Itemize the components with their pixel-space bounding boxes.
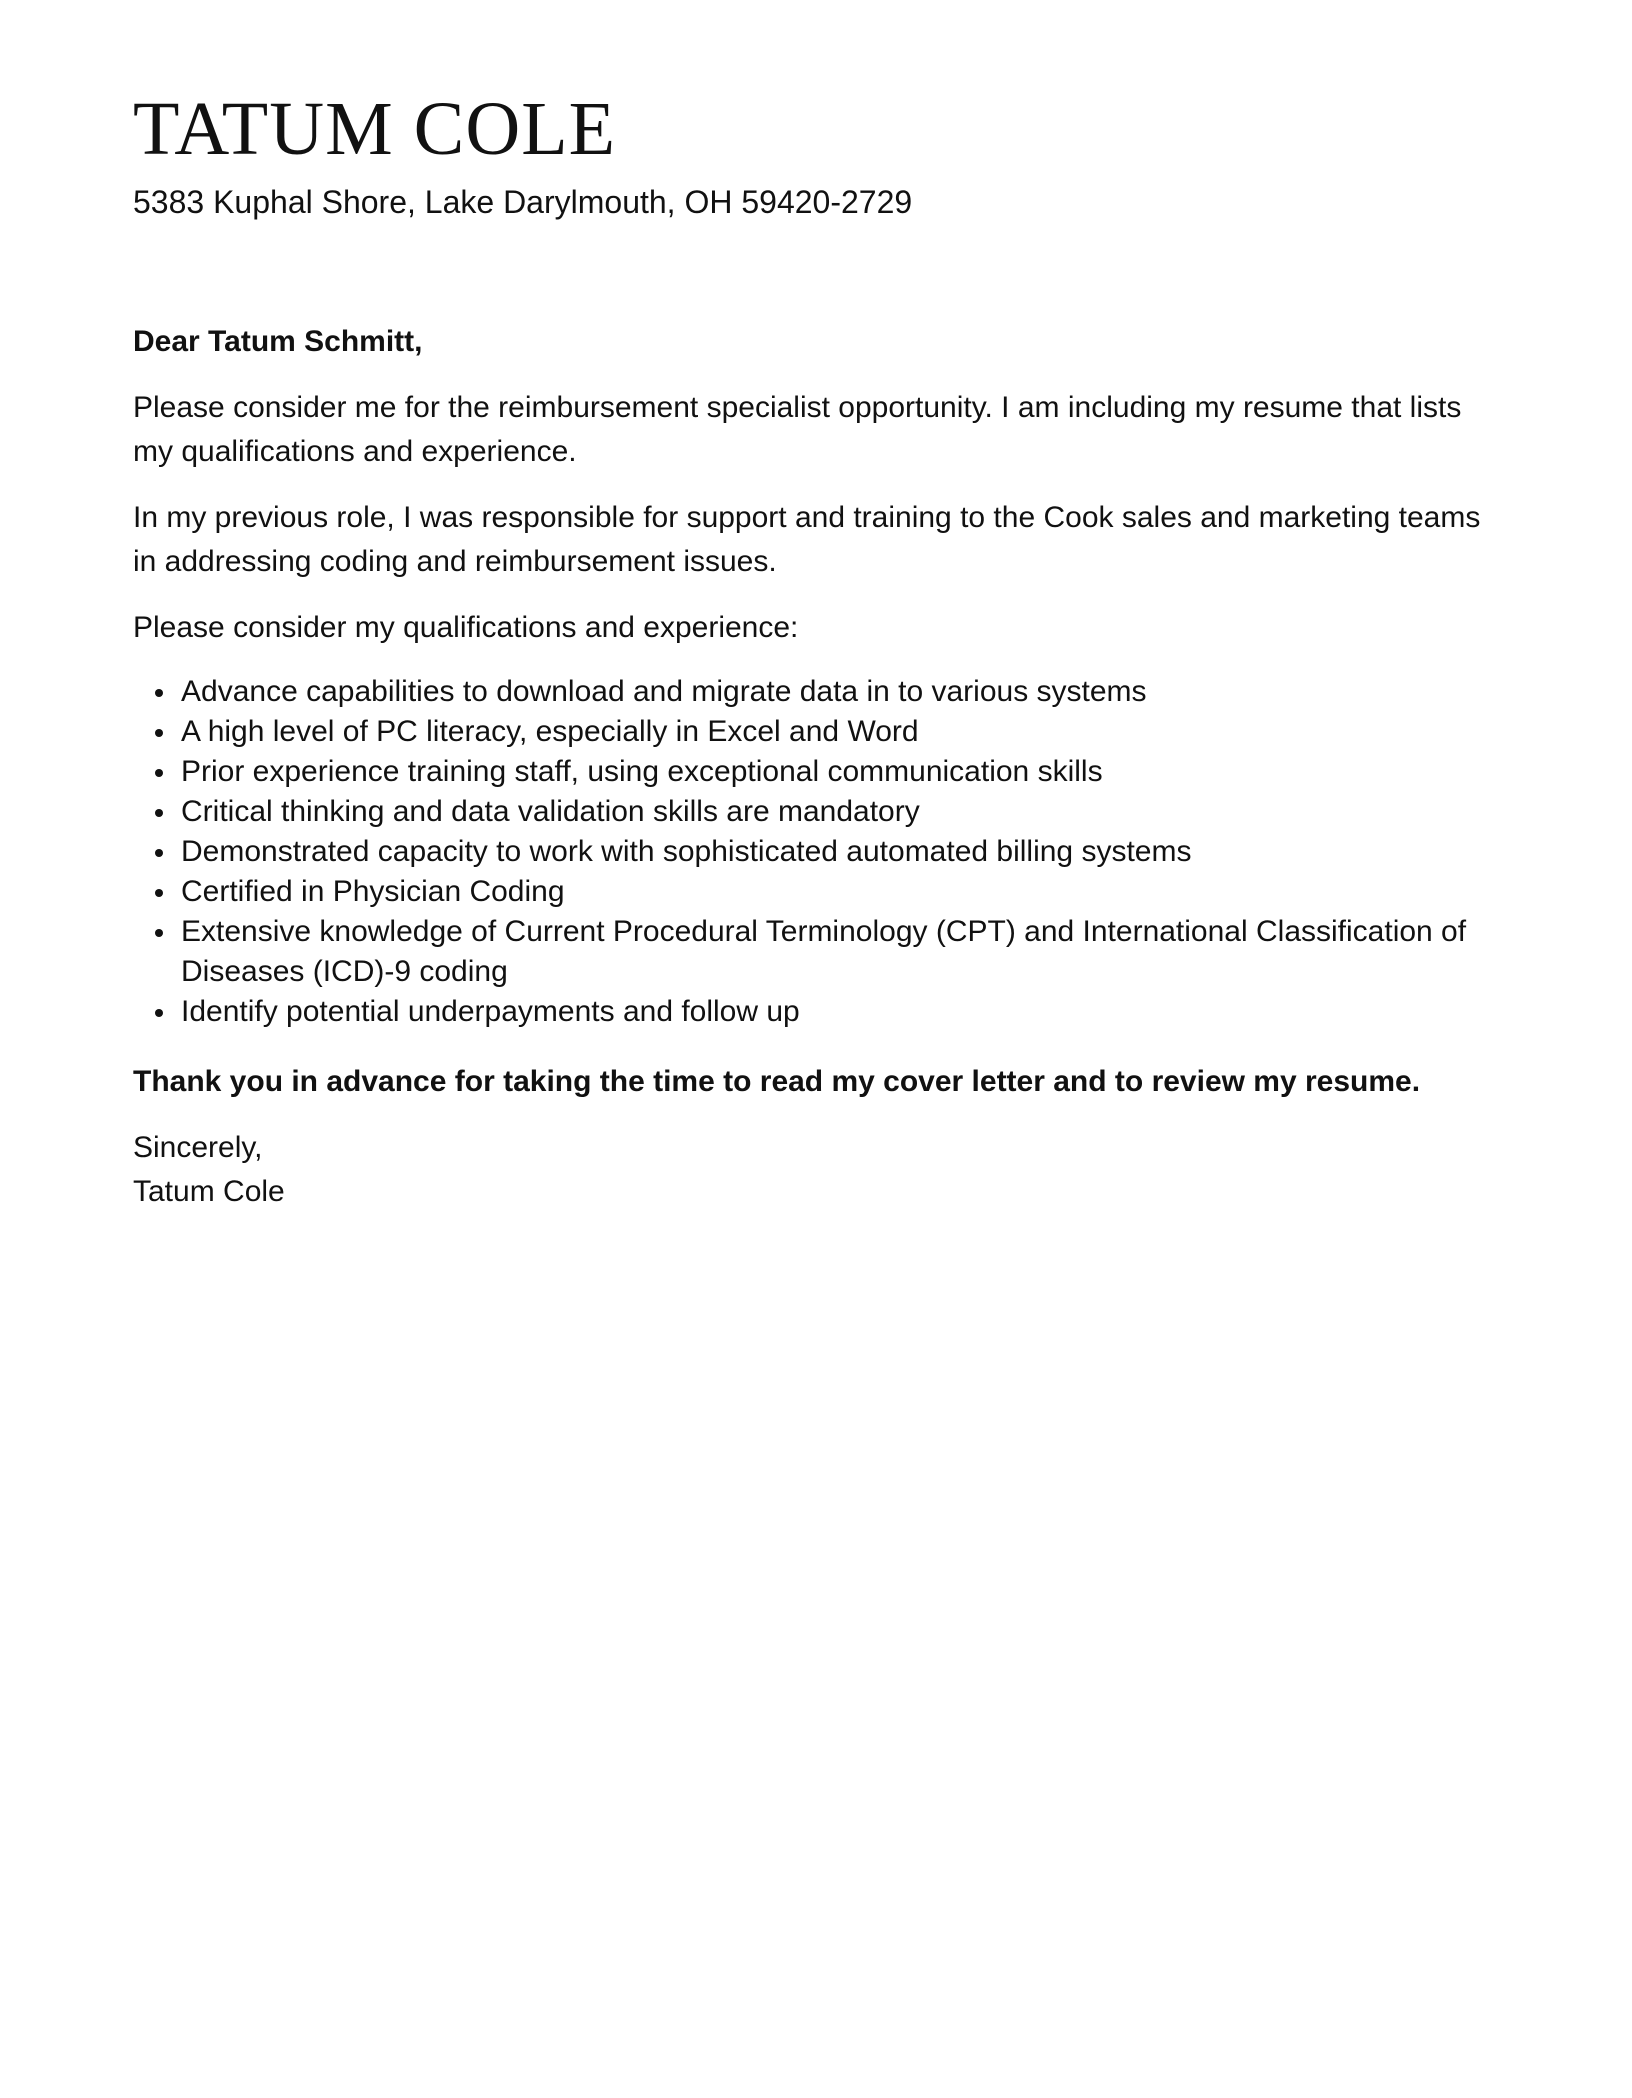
qualifications-list [133,672,1499,1032]
list-item: Identify potential underpayments and follow up [181,992,1499,1032]
list-item: Certified in Physician Coding [181,872,1499,912]
list-item: Critical thinking and data validation skills are mandatory [181,792,1499,832]
list-item: Extensive knowledge of Current Procedural Terminology (CPT) and International Classification of Diseases (ICD)-9 coding [181,912,1499,992]
applicant-name: TATUM COLE [133,87,617,171]
list-item: Advance capabilities to download and migrate data in to various systems [181,672,1499,712]
list-item: Prior experience training staff, using exceptional communication skills [181,752,1499,792]
salutation: Dear Tatum Schmitt, [133,325,423,358]
letter-body [133,320,1499,1214]
signature: Tatum Cole [133,1175,285,1208]
signoff: Sincerely, [133,1131,263,1164]
closing-line: Thank you in advance for taking the time to read my cover letter and to review my resume. [133,1065,1421,1098]
qualifications-intro: Please consider my qualifications and experience: [133,611,799,644]
applicant-address: 5383 Kuphal Shore, Lake Darylmouth, OH 59420-2729 [133,184,913,220]
list-item: Demonstrated capacity to work with sophisticated automated billing systems [181,832,1499,872]
list-item: A high level of PC literacy, especially in Excel and Word [181,712,1499,752]
intro-paragraph: Please consider me for the reimbursement specialist opportunity. I am including my resume that lists my qualifications and experience. [133,391,1462,468]
cover-letter-page [133,86,1499,1214]
experience-paragraph: In my previous role, I was responsible for support and training to the Cook sales and marketing teams in addressing coding and reimbursement issues. [133,501,1481,578]
